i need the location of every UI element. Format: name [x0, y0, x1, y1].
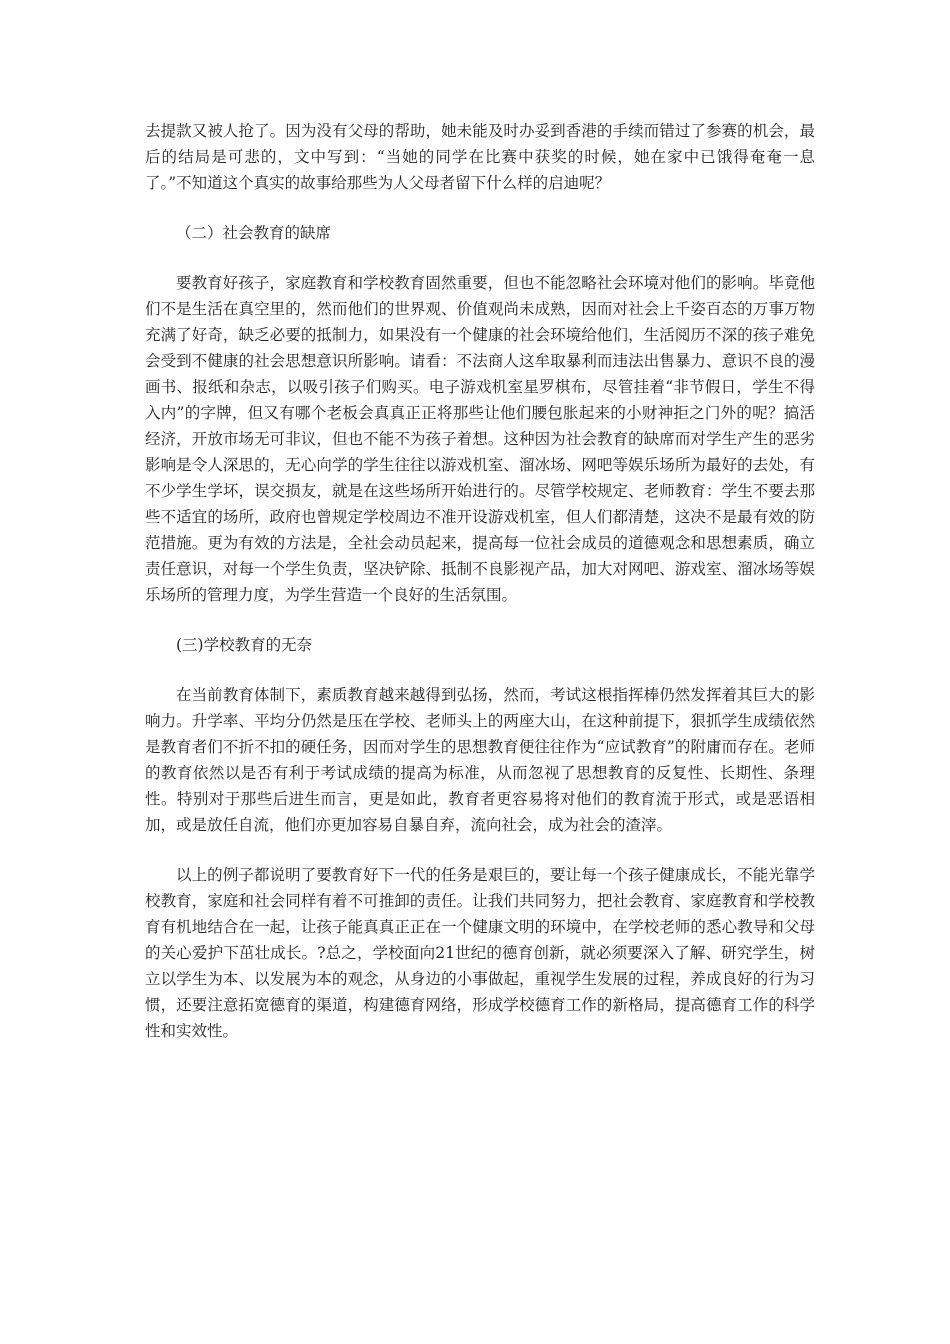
paragraph-school-education: 在当前教育体制下，素质教育越来越得到弘扬，然而，考试这根指挥棒仍然发挥着其巨大的影响力。升学率、平均分仍然是压在学校、老师头上的两座大山，在这种前提下，狠抓学生成绩依然是教育者们不折不扣的硬任务，因而对学生的思想教育便往往作为“应试教育”的附庸而存在。老师的教育依然以是否有利于考试成绩的提高为标准，从而忽视了思想教育的反复性、长期性、条理性。特别对于那些后进生而言，更是如此，教育者更容易将对他们的教育流于形式，或是恶语相加，或是放任自流，他们亦更加容易自暴自弃，流向社会，成为社会的渣滓。 [145, 686, 815, 834]
paragraph-conclusion: 以上的例子都说明了要教育好下一代的任务是艰巨的，要让每一个孩子健康成长，不能光靠学校教育，家庭和社会同样有着不可推卸的责任。让我们共同努力，把社会教育、家庭教育和学校教育有机地结合在一起，让孩子能真真正正在一个健康文明的环境中，在学校老师的悉心教导和父母的关心爱护下茁壮成长。?总之，学校面向21世纪的德育创新，就必须要深入了解、研究学生，树立以学生为本、以发展为本的观念，从身边的小事做起，重视学生发展的过程，养成良好的行为习惯，还要注意拓宽德育的渠道，构建德育网络，形成学校德育工作的新格局，提高德育工作的科学性和实效性。 [145, 866, 815, 1040]
paragraph-gap [145, 838, 815, 862]
paragraph-gap [145, 658, 815, 682]
paragraph-intro: 去提款又被人抢了。因为没有父母的帮助，她未能及时办妥到香港的手续而错过了参赛的机会，最后的结局是可悲的，文中写到：“当她的同学在比赛中获奖的时候，她在家中已饿得奄奄一息了。”不知道这个真实的故事给那些为人父母者留下什么样的启迪呢？ [145, 122, 815, 192]
paragraph-gap [145, 196, 815, 220]
section-heading-school-education: (三)学校教育的无奈 [176, 636, 313, 654]
document-page [145, 118, 815, 1044]
paragraph-social-education: 要教育好孩子，家庭教育和学校教育固然重要，但也不能忽略社会环境对他们的影响。毕竟他们不是生活在真空里的，然而他们的世界观、价值观尚未成熟，因而对社会上千姿百态的万事万物充满了好奇，缺乏必要的抵制力，如果没有一个健康的社会环境给他们，生活阅历不深的孩子难免会受到不健康的社会思想意识所影响。请看：不法商人这牟取暴利而违法出售暴力、意识不良的漫画书、报纸和杂志，以吸引孩子们购买。电子游戏机室星罗棋布，尽管挂着“非节假日，学生不得入内”的字牌，但又有哪个老板会真真正正将那些让他们腰包胀起来的小财神拒之门外的呢？搞活经济，开放市场无可非议，但也不能不为孩子着想。这种因为社会教育的缺席而对学生产生的恶劣影响是令人深思的，无心向学的学生往往以游戏机室、溜冰场、网吧等娱乐场所为最好的去处，有不少学生学坏，误交损友，就是在这些场所开始进行的。尽管学校规定、老师教育：学生不要去那些不适宜的场所，政府也曾规定学校周边不准开设游戏机室，但人们都清楚，这决不是最有效的防范措施。更为有效的方法是，全社会动员起来，提高每一位社会成员的道德观念和思想素质，确立责任意识，对每一个学生负责，坚决铲除、抵制不良影视产品，加大对网吧、游戏室、溜冰场等娱乐场所的管理力度，为学生营造一个良好的生活氛围。 [145, 274, 815, 604]
section-heading-social-education: （二）社会教育的缺席 [176, 224, 332, 242]
paragraph-gap [145, 608, 815, 632]
paragraph-gap [145, 246, 815, 270]
